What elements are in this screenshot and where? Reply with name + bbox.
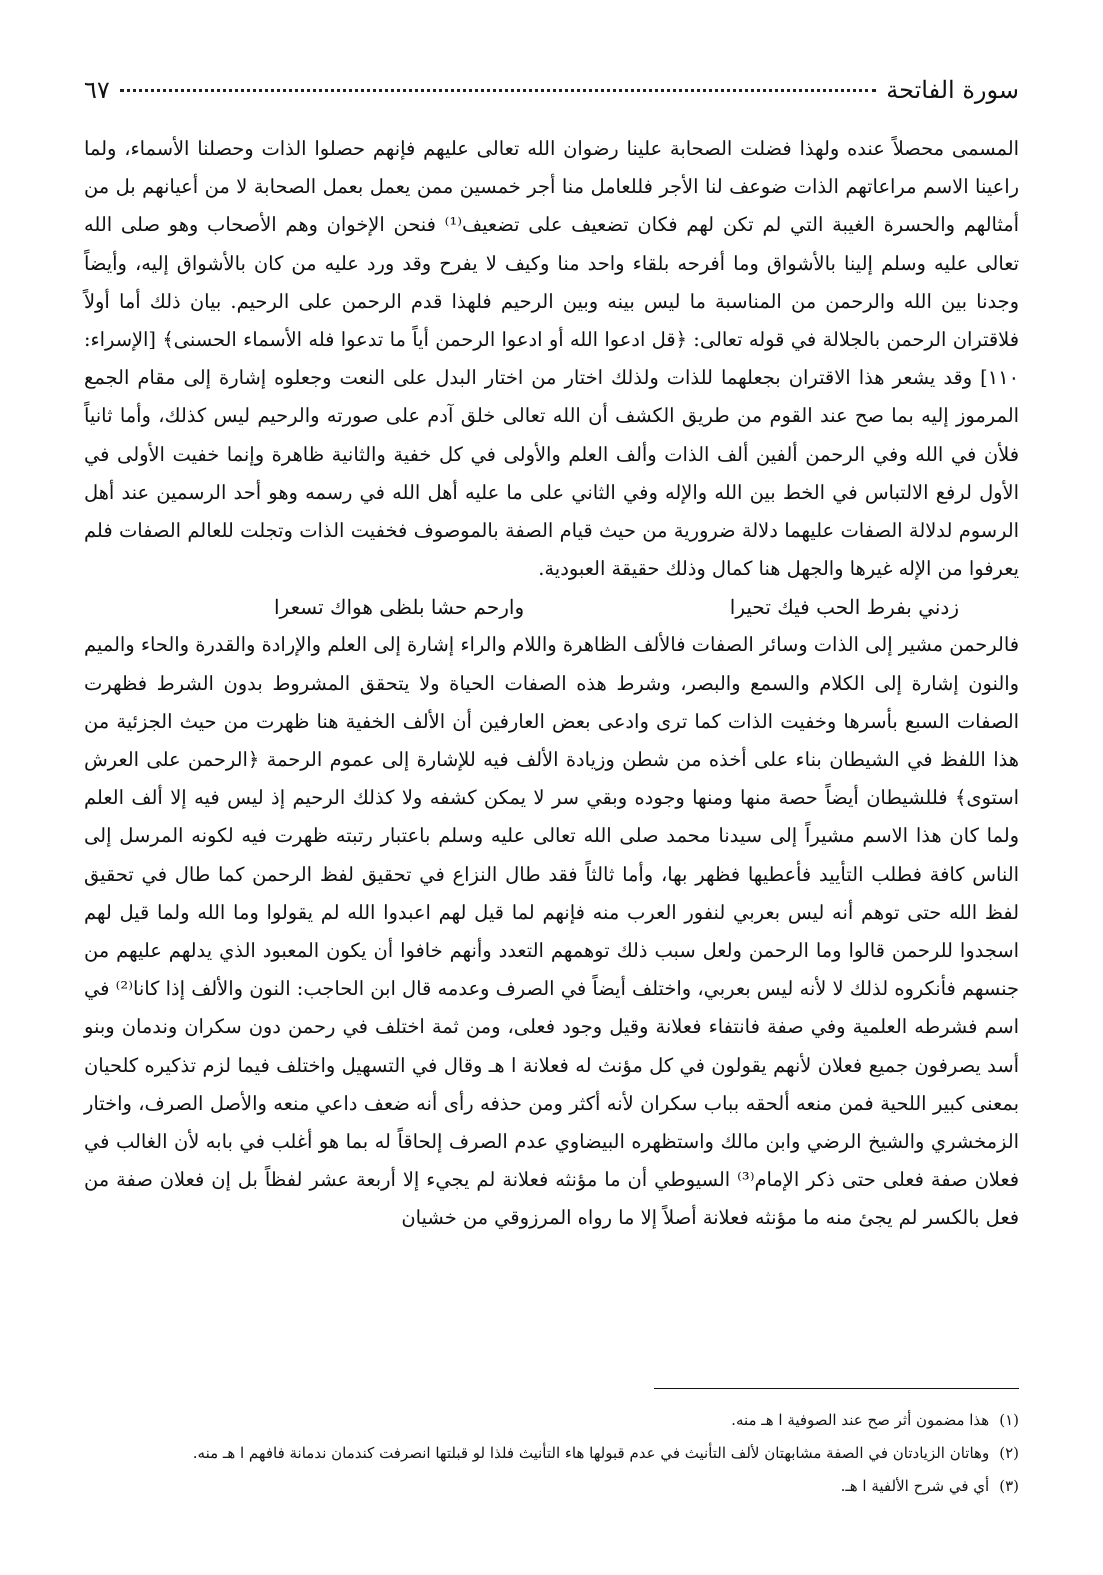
chapter-title: سورة الفاتحة: [886, 76, 1019, 104]
footnote-2: [60, 1437, 1019, 1470]
paragraph-2: فالرحمن مشير إلى الذات وسائر الصفات فالألف الظاهرة واللام والراء إشارة إلى العلم والإرادة والقدرة والحاء والميم والنون إشارة إلى الكلام والسمع والبصر، وشرط هذه الصفات الحياة ولا يتحقق المشروط بدون الشرط فظهرت الصفات السبع بأسرها وخفيت الذات كما ترى وادعى بعض العارفين أن الألف الخفية هنا ظهرت من حيث الجزئية من هذا اللفظ في الشيطان بناء على أخذه من شطن وزيادة الألف فيه للإشارة إلى عموم الرحمة ﴿الرحمن على العرش استوى﴾ فللشيطان أيضاً حصة منها ومنها وجوده وبقي سر لا يمكن كشفه ولا كذلك الرحيم إذ ليس فيه إلا ألف العلم ولما كان هذا الاسم مشيراً إلى سيدنا محمد صلى الله تعالى عليه وسلم باعتبار رتبته ظهرت فيه لكونه المرسل إلى الناس كافة فطلب التأييد فأعطيها فظهر بها، وأما ثالثاً فقد طال النزاع في تحقيق لفظ الرحمن كما طال في تحقيق لفظ الله حتى توهم أنه ليس بعربي لنفور العرب منه فإنهم لما قيل لهم اعبدوا الله لم يقولوا وما الله ولما قيل لهم اسجدوا للرحمن قالوا وما الرحمن ولعل سبب ذلك توهمهم التعدد وأنهم خافوا أن يكون المعبود الذي يدلهم عليهم من جنسهم فأنكروه لذلك لا لأنه ليس بعربي، واختلف أيضاً في الصرف وعدمه قال ابن الحاجب: النون والألف إذا كانا⁽²⁾ في اسم فشرطه العلمية وفي صفة فانتفاء فعلانة وقيل وجود فعلى، ومن ثمة اختلف في رحمن دون سكران وندمان وبنو أسد يصرفون جميع فعلان لأنهم يقولون في كل مؤنث له فعلانة ا هـ وقال في التسهيل واختلف فيما لزم تذكيره كلحيان بمعنى كبير اللحية فمن منعه ألحقه بباب سكران لأنه أكثر ومن حذفه رأى أنه ضعف داعي منعه والأصل الصرف، واختار الزمخشري والشيخ الرضي وابن مالك واستظهره البيضاوي عدم الصرف إلحاقاً له بما هو أغلب في بابه لأن الغالب في فعلان صفة فعلى حتى ذكر الإمام⁽³⁾ السيوطي أن ما مؤنثه فعلانة لم يجيء إلا أربعة عشر لفظاً بل إن فعلان صفة من فعل بالكسر لم يجئ منه ما مؤنثه فعلانة أصلاً إلا ما رواه المرزوقي من خشيان: [84, 633, 1020, 1230]
footnote-text: وهاتان الزيادتان في الصفة مشابهتان لألف التأنيث في عدم قبولها هاء التأنيث فلذا لو قبلتها انصرفت كندمان ندمانة فافهم ا هـ منه.: [192, 1444, 990, 1462]
footnote-text: هذا مضمون أثر صح عند الصوفية ا هـ منه.: [731, 1411, 990, 1429]
page-number: ٦٧: [84, 76, 110, 104]
footnote-1: [60, 1404, 1019, 1437]
footnotes: [60, 1404, 1019, 1503]
running-header: [84, 76, 1019, 116]
footnote-mark: (٢): [999, 1444, 1019, 1462]
footnote-mark: (١): [999, 1411, 1019, 1429]
footnote-mark: (٣): [999, 1477, 1019, 1495]
main-text: [84, 130, 1019, 1238]
paragraph-1: المسمى محصلاً عنده ولهذا فضلت الصحابة علينا رضوان الله تعالى عليهم فإنهم حصلوا الذات وحصلنا الأسماء، ولما راعينا الاسم مراعاتهم الذات ضوعف لنا الأجر فللعامل منا أجر خمسين ممن يعمل بعمل الصحابة لا من أعيانهم بل من أمثالهم والحسرة الغيبة التي لم تكن لهم فكان تضعيف على تضعيف⁽¹⁾ فنحن الإخوان وهم الأصحاب وهو صلى الله تعالى عليه وسلم إلينا بالأشواق وما أفرحه بلقاء واحد منا وكيف لا يفرح وقد ورد عليه من كان بالأشواق إليه، وأيضاً وجدنا بين الله والرحمن من المناسبة ما ليس بينه وبين الرحيم فلهذا قدم الرحمن على الرحيم. بيان ذلك أما أولاً فلاقتران الرحمن بالجلالة في قوله تعالى: ﴿قل ادعوا الله أو ادعوا الرحمن أياً ما تدعوا فله الأسماء الحسنى﴾ [الإسراء: ١١٠] وقد يشعر هذا الاقتران بجعلهما للذات ولذلك اختار من اختار البدل على النعت وجعلوه إشارة إلى مقام الجمع المرموز إليه بما صح عند القوم من طريق الكشف أن الله تعالى خلق آدم على صورته والرحيم ليس كذلك، وأما ثانياً فلأن في الله وفي الرحمن ألفين ألف الذات وألف العلم والأولى في كل خفية والثانية ظاهرة وإنما خفيت الأولى في الأول لرفع الالتباس في الخط بين الله والإله وفي الثاني على ما عليه أهل الله في رسمه وهو أحد الرسمين عند أهل الرسوم لدلالة الصفات عليهما دلالة ضرورية من حيث قيام الصفة بالموصوف فخفيت الذات وتجلت للعالم الصفات فلم يعرفوا من الإله غيرها والجهل هنا كمال وذلك حقيقة العبودية.: [84, 137, 1020, 581]
footnote-text: أي في شرح الألفية ا هـ.: [840, 1477, 990, 1495]
poetry-verse: [84, 588, 1019, 626]
footnote-3: [60, 1470, 1019, 1503]
verse-second-hemistich: وارحم حشا بلظى هواك تسعرا: [274, 595, 525, 620]
verse-first-hemistich: زدني بفرط الحب فيك تحيرا: [729, 595, 959, 620]
leader-dots: [120, 89, 876, 92]
footnote-separator: [654, 1388, 1019, 1389]
